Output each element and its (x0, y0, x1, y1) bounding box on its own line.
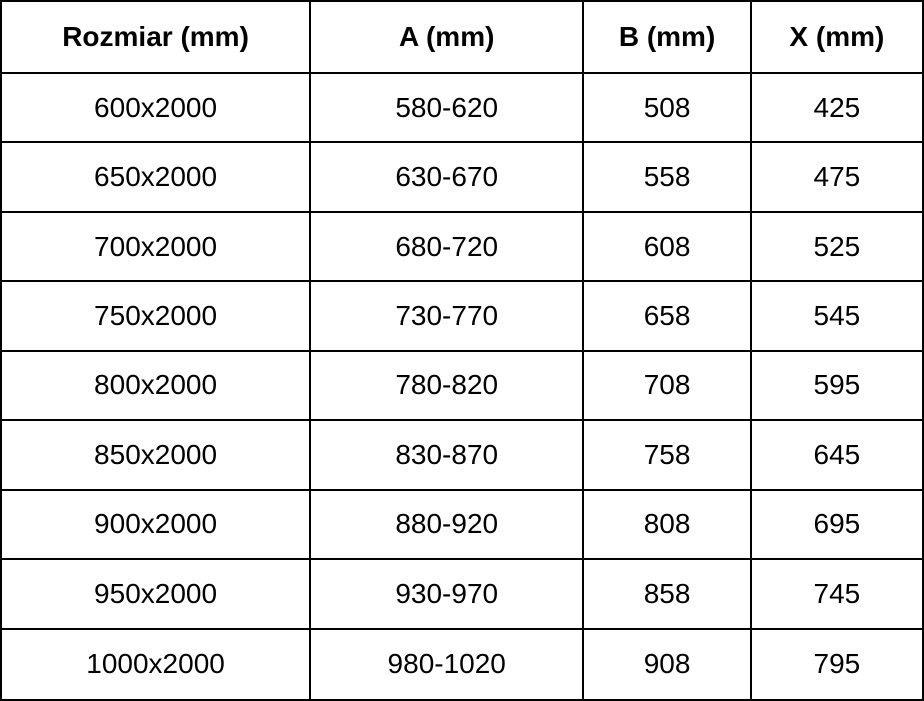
table-cell: 708 (584, 352, 751, 421)
table-cell: 808 (584, 491, 751, 560)
table-cell: 745 (752, 560, 922, 629)
table-cell: 1000x2000 (2, 630, 311, 699)
table-cell: 880-920 (311, 491, 584, 560)
table-cell: 800x2000 (2, 352, 311, 421)
table-cell: 830-870 (311, 421, 584, 490)
table-cell: 795 (813, 648, 861, 680)
column-header-rozmiar: Rozmiar (mm) (2, 2, 311, 74)
table-cell: 700x2000 (2, 213, 311, 282)
table-cell: 980-1020 (311, 630, 584, 699)
table-cell: 630-670 (311, 143, 584, 212)
table-cell: 580-620 (311, 74, 584, 143)
table-cell: 908 (584, 630, 751, 699)
table-cell: 858 (584, 560, 751, 629)
table-cell: 695 (752, 491, 922, 560)
column-header-x: X (mm) (752, 2, 922, 74)
column-header-b: B (mm) (584, 2, 751, 74)
table-cell: 525 (752, 213, 922, 282)
table-cell: 900x2000 (2, 491, 311, 560)
table-cell: 595 (752, 352, 922, 421)
table-cell: 650x2000 (2, 143, 311, 212)
table-cell: 425 (752, 74, 922, 143)
table-cell: 608 (584, 213, 751, 282)
table-cell: 780-820 (311, 352, 584, 421)
table-cell: 930-970 (311, 560, 584, 629)
table-cell: 730-770 (311, 282, 584, 351)
table-cell: 508 (584, 74, 751, 143)
table-cell: 758 (584, 421, 751, 490)
table-cell: 680-720 (311, 213, 584, 282)
table-cell: 850x2000 (2, 421, 311, 490)
table-cell: 545 (752, 282, 922, 351)
table-cell: 600x2000 (2, 74, 311, 143)
table-cell: 750x2000 (2, 282, 311, 351)
table-cell: 645 (752, 421, 922, 490)
table-cell: 558 (584, 143, 751, 212)
table-cell: 475 (752, 143, 922, 212)
table-cell: 658 (584, 282, 751, 351)
table-cell: 950x2000 (2, 560, 311, 629)
column-header-a: A (mm) (311, 2, 584, 74)
